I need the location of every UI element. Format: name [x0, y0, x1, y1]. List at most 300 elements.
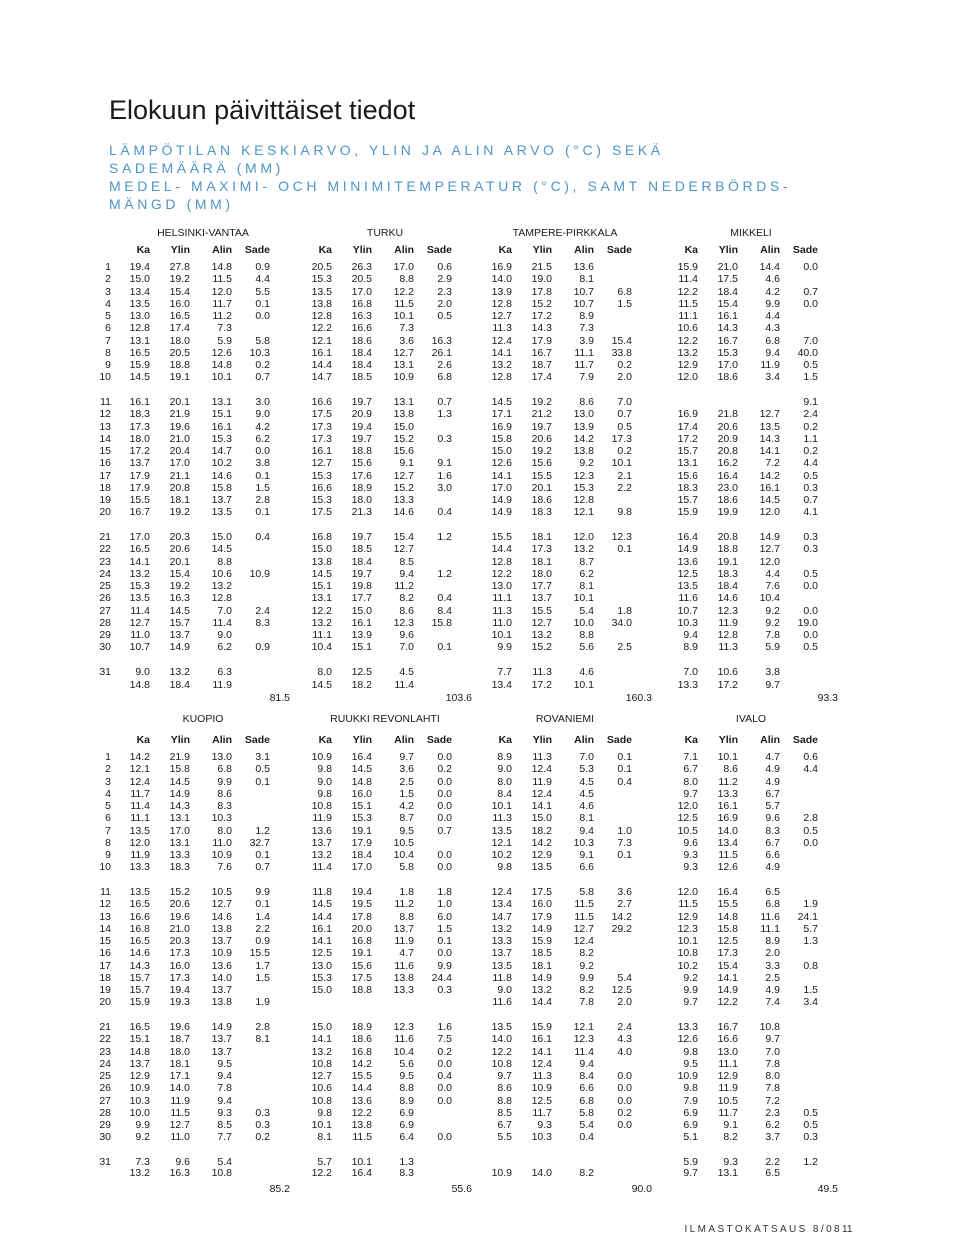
- table-cell: 12.2: [717, 996, 738, 1009]
- table-cell: 10.1: [491, 629, 512, 641]
- table-cell: 18.9: [351, 481, 372, 494]
- table-cell: 13.0: [491, 580, 512, 592]
- table-cell: 9.7: [683, 787, 698, 800]
- table-cell: 3.4: [803, 996, 818, 1009]
- table-cell: 13.2: [531, 984, 552, 996]
- day-number: 23: [99, 1045, 111, 1058]
- table-cell: 3.3: [765, 959, 780, 972]
- table-cell: 15.2: [393, 481, 414, 494]
- table-cell: 0.0: [617, 1070, 632, 1082]
- table-cell: 14.5: [759, 494, 780, 506]
- table-cell: 10.5: [717, 1094, 738, 1107]
- subtitle-line: LÄMPÖTILAN KESKIARVO, YLIN JA ALIN ARVO (°C) SEKÄ: [109, 142, 664, 158]
- table-cell: 18.8: [717, 543, 738, 556]
- table-cell: 0.5: [803, 641, 818, 654]
- table-cell: 14.5: [311, 567, 332, 580]
- table-cell: 12.2: [393, 285, 414, 298]
- table-cell: 13.1: [211, 396, 232, 408]
- table-cell: 1.7: [255, 959, 270, 972]
- table-cell: 4.7: [765, 751, 780, 763]
- table-cell: 9.5: [683, 1057, 698, 1070]
- table-cell: 16.8: [351, 935, 372, 947]
- day-number: 12: [99, 408, 111, 421]
- monthly-mean: 14.0: [531, 1167, 552, 1179]
- table-cell: 15.4: [717, 959, 738, 972]
- table-cell: 7.4: [765, 996, 780, 1009]
- table-cell: 8.6: [723, 763, 738, 776]
- table-cell: 10.8: [677, 947, 698, 960]
- table-cell: 5.9: [765, 641, 780, 654]
- table-cell: 16.0: [169, 959, 190, 972]
- table-cell: 11.5: [718, 849, 738, 861]
- table-cell: 19.7: [351, 432, 372, 445]
- table-cell: 20.6: [169, 543, 190, 556]
- table-cell: 16.3: [351, 310, 372, 322]
- table-cell: 11.3: [718, 641, 738, 654]
- table-cell: 15.0: [351, 604, 372, 617]
- table-cell: 15.0: [311, 984, 332, 996]
- table-cell: 0.1: [255, 469, 270, 482]
- table-cell: 12.5: [611, 984, 632, 996]
- table-cell: 18.3: [129, 408, 150, 421]
- table-cell: 1.6: [437, 469, 452, 482]
- table-cell: 10.1: [211, 371, 232, 384]
- column-header: Alin: [574, 734, 594, 746]
- table-cell: 18.1: [531, 959, 552, 972]
- table-cell: 11.6: [492, 996, 512, 1009]
- table-cell: 11.7: [718, 1106, 738, 1119]
- table-cell: 15.0: [393, 420, 414, 433]
- table-cell: 4.6: [579, 800, 594, 812]
- table-cell: 17.3: [311, 432, 332, 445]
- day-number: 26: [99, 1082, 111, 1095]
- table-cell: 11.9: [394, 935, 414, 947]
- table-cell: 10.9: [677, 1070, 698, 1082]
- table-cell: 19.9: [717, 506, 738, 519]
- monthly-total: 93.3: [817, 692, 838, 704]
- table-cell: 5.4: [579, 604, 594, 617]
- subtitle-line: MÄNGD (MM): [109, 196, 234, 212]
- table-cell: 17.3: [129, 420, 150, 433]
- table-cell: 12.0: [677, 886, 698, 898]
- table-cell: 0.5: [803, 1106, 818, 1119]
- table-cell: 0.9: [255, 641, 270, 654]
- table-cell: 8.8: [399, 273, 414, 286]
- table-cell: 9.9: [497, 641, 512, 654]
- table-cell: 9.3: [683, 861, 698, 874]
- table-cell: 12.4: [491, 886, 512, 898]
- table-cell: 8.3: [765, 824, 780, 837]
- table-cell: 13.5: [129, 592, 150, 605]
- table-cell: 6.9: [399, 1106, 414, 1119]
- table-cell: 11.7: [532, 1106, 552, 1119]
- table-cell: 9.4: [683, 629, 698, 641]
- table-cell: 16.1: [717, 310, 738, 322]
- table-cell: 17.5: [311, 506, 332, 519]
- table-cell: 13.5: [677, 580, 698, 592]
- table-cell: 14.7: [491, 910, 512, 923]
- table-cell: 12.4: [573, 935, 594, 947]
- table-cell: 10.4: [759, 592, 780, 605]
- table-cell: 15.2: [531, 641, 552, 654]
- table-cell: 9.8: [317, 787, 332, 800]
- table-cell: 18.6: [351, 1033, 372, 1046]
- table-cell: 13.8: [311, 297, 332, 310]
- table-cell: 18.6: [717, 494, 738, 506]
- table-cell: 12.7: [211, 898, 232, 911]
- table-cell: 17.4: [677, 420, 698, 433]
- table-cell: 12.2: [677, 334, 698, 347]
- table-cell: 8.6: [217, 787, 232, 800]
- table-cell: 11.7: [574, 359, 594, 371]
- table-cell: 15.9: [677, 506, 698, 519]
- table-cell: 18.0: [129, 432, 150, 445]
- column-header: Ka: [498, 734, 512, 746]
- table-cell: 0.2: [803, 420, 818, 433]
- day-number: 24: [99, 567, 111, 580]
- column-header: Ka: [684, 244, 698, 256]
- table-cell: 0.0: [437, 1082, 452, 1095]
- table-cell: 7.7: [217, 1131, 232, 1144]
- table-cell: 0.1: [617, 751, 632, 763]
- table-cell: 16.1: [759, 481, 780, 494]
- table-cell: 2.5: [765, 971, 780, 984]
- table-cell: 0.7: [617, 408, 632, 421]
- day-number: 14: [99, 432, 111, 445]
- monthly-mean: 14.5: [311, 679, 332, 691]
- monthly-mean: 16.4: [351, 1167, 372, 1179]
- table-cell: 16.7: [717, 1021, 738, 1033]
- day-number: 14: [99, 922, 111, 935]
- table-cell: 13.7: [211, 1045, 232, 1058]
- table-cell: 11.2: [212, 310, 232, 322]
- table-cell: 6.6: [579, 861, 594, 874]
- day-number: 18: [99, 971, 111, 984]
- table-cell: 15.6: [393, 445, 414, 457]
- table-cell: 16.1: [531, 1033, 552, 1046]
- table-cell: 15.5: [717, 898, 738, 911]
- table-cell: 14.4: [531, 996, 552, 1009]
- table-cell: 10.9: [531, 1082, 552, 1095]
- table-cell: 13.0: [311, 959, 332, 972]
- table-cell: 12.8: [491, 297, 512, 310]
- table-cell: 13.8: [211, 922, 232, 935]
- table-cell: 18.2: [531, 824, 552, 837]
- table-cell: 18.3: [717, 567, 738, 580]
- table-cell: 14.0: [491, 273, 512, 286]
- table-cell: 2.5: [617, 641, 632, 654]
- station-name: TURKU: [366, 227, 404, 239]
- table-cell: 1.5: [803, 371, 818, 384]
- day-number: 8: [105, 346, 111, 359]
- table-cell: 18.1: [531, 531, 552, 543]
- table-cell: 1.8: [437, 886, 452, 898]
- table-cell: 17.9: [129, 469, 150, 482]
- table-cell: 8.6: [497, 1082, 512, 1095]
- monthly-mean: 10.9: [491, 1167, 512, 1179]
- table-cell: 11.8: [312, 886, 332, 898]
- table-cell: 4.5: [579, 787, 594, 800]
- table-cell: 17.2: [129, 445, 150, 457]
- table-cell: 16.1: [129, 396, 150, 408]
- table-cell: 1.2: [437, 567, 452, 580]
- table-cell: 5.5: [255, 285, 270, 298]
- table-cell: 15.0: [491, 445, 512, 457]
- table-cell: 15.8: [211, 481, 232, 494]
- table-cell: 0.0: [437, 1131, 452, 1144]
- table-cell: 16.0: [531, 898, 552, 911]
- table-cell: 13.8: [211, 996, 232, 1009]
- table-cell: 12.4: [531, 787, 552, 800]
- table-cell: 21.0: [169, 922, 190, 935]
- table-cell: 15.9: [531, 1021, 552, 1033]
- table-cell: 17.9: [531, 334, 552, 347]
- table-cell: 11.0: [492, 616, 512, 629]
- table-cell: 12.8: [311, 310, 332, 322]
- table-cell: 2.0: [617, 996, 632, 1009]
- table-cell: 11.1: [312, 629, 332, 641]
- table-cell: 19.6: [169, 910, 190, 923]
- table-cell: 15.6: [531, 457, 552, 470]
- table-cell: 0.7: [255, 371, 270, 384]
- table-cell: 12.8: [211, 592, 232, 605]
- table-cell: 27.8: [169, 261, 190, 273]
- table-cell: 8.3: [217, 800, 232, 812]
- table-cell: 12.2: [491, 567, 512, 580]
- table-cell: 8.5: [217, 1119, 232, 1131]
- day-number: 4: [105, 297, 111, 310]
- table-cell: 10.4: [393, 1045, 414, 1058]
- table-cell: 10.4: [393, 849, 414, 861]
- table-cell: 20.8: [717, 531, 738, 543]
- station-name: TAMPERE-PIRKKALA: [512, 227, 618, 239]
- table-cell: 0.7: [437, 824, 452, 837]
- table-cell: 4.5: [579, 775, 594, 788]
- table-cell: 12.1: [311, 334, 332, 347]
- table-cell: 18.3: [169, 861, 190, 874]
- table-cell: 13.2: [311, 849, 332, 861]
- table-cell: 13.7: [393, 922, 414, 935]
- table-cell: 13.5: [491, 959, 512, 972]
- table-cell: 4.3: [765, 322, 780, 335]
- table-cell: 18.1: [531, 555, 552, 568]
- table-cell: 0.8: [803, 959, 818, 972]
- table-cell: 14.1: [311, 935, 332, 947]
- table-cell: 12.6: [491, 457, 512, 470]
- table-cell: 20.8: [169, 481, 190, 494]
- table-cell: 13.2: [169, 666, 190, 678]
- table-cell: 1.5: [803, 984, 818, 996]
- table-cell: 12.7: [169, 1119, 190, 1131]
- table-cell: 13.5: [531, 861, 552, 874]
- table-cell: 5.3: [579, 763, 594, 776]
- table-cell: 9.5: [399, 1070, 414, 1082]
- table-cell: 14.1: [491, 346, 512, 359]
- table-cell: 15.1: [211, 408, 232, 421]
- table-cell: 9.2: [135, 1131, 150, 1144]
- day-number: 23: [99, 555, 111, 568]
- table-cell: 11.5: [352, 1131, 372, 1144]
- table-cell: 16.8: [351, 1045, 372, 1058]
- column-header: Ylin: [352, 244, 372, 256]
- subtitle-line: MEDEL- MAXIMI- OCH MINIMITEMPERATUR (°C), SAMT NEDERBÖRDS-: [109, 178, 792, 194]
- table-cell: 7.8: [579, 996, 594, 1009]
- table-cell: 12.4: [129, 775, 150, 788]
- table-cell: 14.6: [211, 910, 232, 923]
- table-cell: 7.0: [579, 751, 594, 763]
- table-cell: 3.8: [765, 666, 780, 678]
- table-cell: 6.9: [683, 1119, 698, 1131]
- day-number: 13: [99, 910, 111, 923]
- table-cell: 16.6: [717, 1033, 738, 1046]
- table-cell: 13.4: [491, 898, 512, 911]
- table-cell: 17.9: [531, 910, 552, 923]
- table-cell: 2.3: [765, 1106, 780, 1119]
- station-name: IVALO: [735, 713, 767, 725]
- table-cell: 13.1: [393, 359, 414, 371]
- table-cell: 7.3: [135, 1156, 150, 1168]
- table-cell: 10.9: [249, 567, 270, 580]
- table-cell: 13.3: [169, 849, 190, 861]
- table-cell: 9.7: [497, 1070, 512, 1082]
- table-cell: 10.1: [611, 457, 632, 470]
- page-number: 11: [842, 1224, 853, 1235]
- table-cell: 5.8: [579, 886, 594, 898]
- table-cell: 0.0: [437, 947, 452, 960]
- table-cell: 13.2: [211, 580, 232, 592]
- table-cell: 4.7: [399, 947, 414, 960]
- table-cell: 13.7: [311, 836, 332, 849]
- table-cell: 15.6: [351, 959, 372, 972]
- table-cell: 0.1: [437, 641, 452, 654]
- table-cell: 10.5: [393, 836, 414, 849]
- table-cell: 15.0: [211, 531, 232, 543]
- table-cell: 16.9: [717, 812, 738, 825]
- table-cell: 19.2: [169, 506, 190, 519]
- table-cell: 17.1: [491, 408, 512, 421]
- table-cell: 16.4: [717, 469, 738, 482]
- table-cell: 8.5: [399, 555, 414, 568]
- table-cell: 4.4: [765, 567, 780, 580]
- table-cell: 8.9: [579, 310, 594, 322]
- table-cell: 15.0: [311, 1021, 332, 1033]
- table-cell: 0.3: [255, 1106, 270, 1119]
- column-header: Ka: [318, 734, 332, 746]
- table-cell: 15.3: [351, 812, 372, 825]
- table-cell: 21.1: [169, 469, 190, 482]
- table-cell: 5.8: [399, 861, 414, 874]
- table-cell: 0.7: [803, 494, 818, 506]
- table-cell: 2.8: [803, 812, 818, 825]
- table-cell: 12.7: [393, 346, 414, 359]
- table-cell: 16.4: [717, 886, 738, 898]
- table-cell: 13.3: [393, 494, 414, 506]
- table-cell: 15.2: [531, 297, 552, 310]
- column-header: Ylin: [352, 734, 372, 746]
- table-cell: 13.1: [169, 812, 190, 825]
- table-cell: 11.5: [678, 297, 698, 310]
- table-cell: 12.3: [393, 616, 414, 629]
- table-cell: 11.4: [678, 273, 698, 286]
- table-cell: 11.4: [212, 616, 232, 629]
- monthly-mean: 10.1: [573, 679, 594, 691]
- table-cell: 14.9: [211, 1021, 232, 1033]
- table-cell: 19.5: [351, 898, 372, 911]
- day-number: 18: [99, 481, 111, 494]
- table-cell: 15.8: [169, 763, 190, 776]
- monthly-mean: 13.4: [491, 679, 512, 691]
- table-cell: 16.6: [311, 396, 332, 408]
- table-cell: 17.7: [531, 580, 552, 592]
- table-cell: 13.9: [491, 285, 512, 298]
- table-cell: 0.0: [803, 836, 818, 849]
- table-cell: 19.4: [351, 886, 372, 898]
- table-cell: 19.7: [351, 531, 372, 543]
- table-cell: 16.1: [311, 346, 332, 359]
- table-cell: 20.3: [169, 935, 190, 947]
- table-cell: 11.0: [130, 629, 150, 641]
- table-cell: 9.9: [437, 959, 452, 972]
- day-number: 10: [99, 861, 111, 874]
- day-number: 31: [99, 1156, 111, 1168]
- table-cell: 14.5: [311, 898, 332, 911]
- table-cell: 17.0: [717, 359, 738, 371]
- table-cell: 6.8: [617, 285, 632, 298]
- monthly-total: 160.3: [625, 692, 652, 704]
- table-cell: 13.9: [351, 629, 372, 641]
- day-number: 10: [99, 371, 111, 384]
- table-cell: 7.6: [217, 861, 232, 874]
- table-cell: 20.6: [531, 432, 552, 445]
- table-cell: 10.8: [311, 1057, 332, 1070]
- table-cell: 14.2: [129, 751, 150, 763]
- monthly-mean: 13.3: [677, 679, 698, 691]
- table-cell: 26.3: [351, 261, 372, 273]
- table-cell: 0.6: [803, 751, 818, 763]
- table-cell: 13.3: [717, 787, 738, 800]
- table-cell: 12.6: [211, 346, 232, 359]
- table-cell: 10.7: [129, 641, 150, 654]
- table-cell: 17.4: [169, 322, 190, 335]
- table-cell: 7.0: [217, 604, 232, 617]
- table-cell: 21.3: [351, 506, 372, 519]
- monthly-mean: 9.7: [683, 1167, 698, 1179]
- table-cell: 12.0: [759, 506, 780, 519]
- table-cell: 12.5: [717, 935, 738, 947]
- table-cell: 13.4: [717, 836, 738, 849]
- table-cell: 15.3: [717, 346, 738, 359]
- table-cell: 3.6: [617, 886, 632, 898]
- table-cell: 12.7: [573, 922, 594, 935]
- table-cell: 12.3: [393, 1021, 414, 1033]
- table-cell: 10.5: [211, 886, 232, 898]
- table-cell: 16.7: [717, 334, 738, 347]
- table-cell: 9.4: [579, 824, 594, 837]
- table-cell: 19.6: [169, 1021, 190, 1033]
- table-cell: 0.7: [437, 396, 452, 408]
- table-cell: 9.1: [803, 396, 818, 408]
- table-cell: 17.0: [169, 457, 190, 470]
- table-cell: 9.6: [683, 836, 698, 849]
- table-cell: 9.8: [317, 1106, 332, 1119]
- table-cell: 5.1: [683, 1131, 698, 1144]
- table-cell: 7.0: [617, 396, 632, 408]
- table-cell: 16.9: [491, 261, 512, 273]
- table-cell: 15.5: [129, 494, 150, 506]
- table-cell: 11.5: [678, 898, 698, 911]
- table-cell: 19.1: [717, 555, 738, 568]
- table-cell: 0.5: [803, 359, 818, 371]
